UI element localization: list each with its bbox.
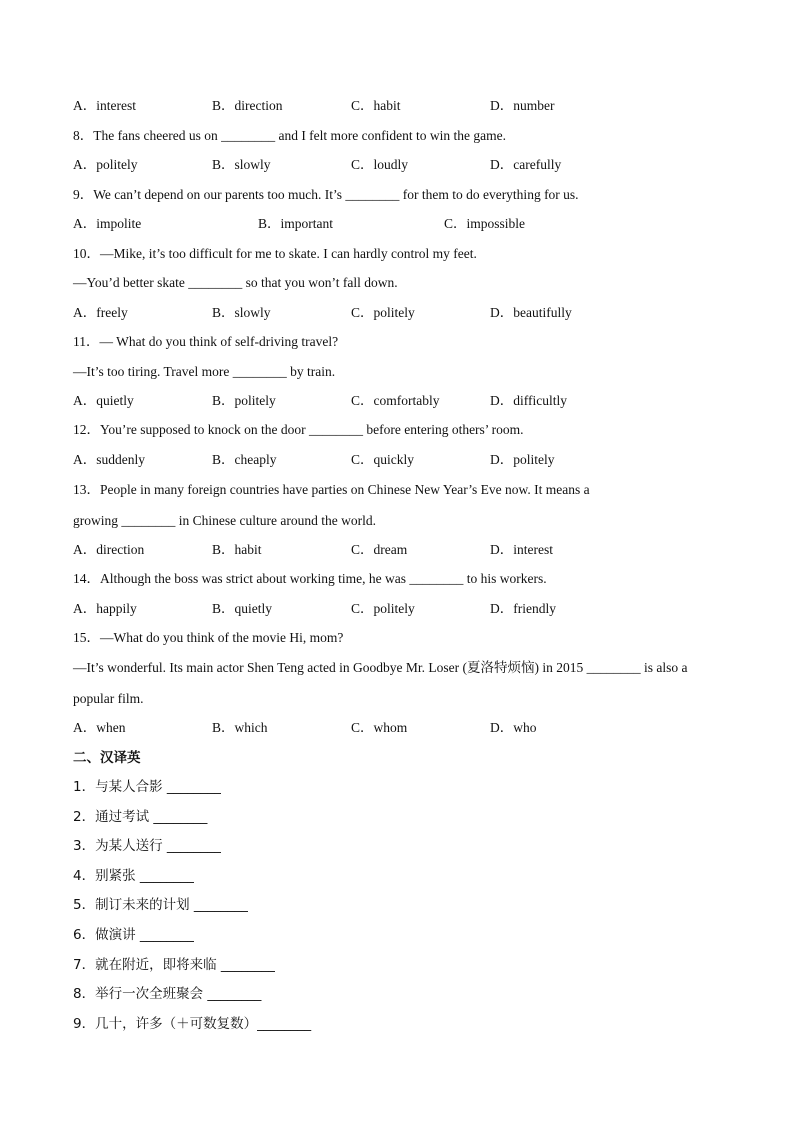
translation-item-7[interactable]: 7．就在附近，即将来临 ________: [73, 957, 275, 973]
q9-option-b[interactable]: B．important: [258, 216, 334, 231]
q10-option-a[interactable]: A．freely: [73, 305, 128, 320]
q10-option-b[interactable]: B．slowly: [212, 305, 271, 320]
q8-option-b[interactable]: B．slowly: [212, 157, 271, 172]
translation-item-9[interactable]: 9．几十，许多（＋可数复数）________: [73, 1016, 312, 1032]
q13-option-a[interactable]: A．direction: [73, 542, 145, 557]
q15-stem-2: —It’s wonderful. Its main actor Shen Teng acted in Goodbye Mr. Loser (夏洛特烦恼) in 2015 ________ is also a: [73, 660, 688, 675]
q15-option-d[interactable]: D．who: [490, 720, 537, 735]
q9-option-c[interactable]: C．impossible: [444, 216, 526, 231]
q13-option-d[interactable]: D．interest: [490, 542, 553, 557]
translation-item-3[interactable]: 3．为某人送行 ________: [73, 838, 221, 854]
q11-option-d[interactable]: D．difficultly: [490, 393, 567, 408]
q11-option-a[interactable]: A．quietly: [73, 393, 134, 408]
q14-option-b[interactable]: B．quietly: [212, 601, 273, 616]
translation-item-2[interactable]: 2．通过考试 ________: [73, 809, 208, 825]
q13-stem-1: 13．People in many foreign countries have parties on Chinese New Year’s Eve now. It means a: [73, 482, 590, 497]
q15-option-c[interactable]: C．whom: [351, 720, 408, 735]
q15-stem-3: popular film.: [73, 691, 144, 706]
q11-option-c[interactable]: C．comfortably: [351, 393, 440, 408]
q7-option-a[interactable]: A．interest: [73, 98, 136, 113]
q12-stem: 12．You’re supposed to knock on the door ________ before entering others’ room.: [73, 422, 524, 437]
section-2-title: 二、汉译英: [73, 750, 141, 766]
q13-option-b[interactable]: B．habit: [212, 542, 262, 557]
q12-option-b[interactable]: B．cheaply: [212, 452, 277, 467]
translation-item-5[interactable]: 5．制订未来的计划 ________: [73, 897, 248, 913]
q10-stem-2: —You’d better skate ________ so that you won’t fall down.: [73, 275, 398, 290]
q13-option-c[interactable]: C．dream: [351, 542, 408, 557]
q10-stem-1: 10．—Mike, it’s too difficult for me to skate. I can hardly control my feet.: [73, 246, 477, 261]
q7-option-c[interactable]: C．habit: [351, 98, 401, 113]
q14-stem: 14．Although the boss was strict about working time, he was ________ to his workers.: [73, 571, 547, 586]
q11-stem-2: —It’s too tiring. Travel more ________ by train.: [73, 364, 336, 379]
q12-option-c[interactable]: C．quickly: [351, 452, 415, 467]
q7-option-b[interactable]: B．direction: [212, 98, 283, 113]
q8-stem: 8．The fans cheered us on ________ and I felt more confident to win the game.: [73, 128, 506, 143]
translation-item-8[interactable]: 8．举行一次全班聚会 ________: [73, 986, 262, 1002]
translation-item-6[interactable]: 6．做演讲 ________: [73, 927, 194, 943]
q13-stem-2: growing ________ in Chinese culture around the world.: [73, 513, 376, 528]
q14-option-a[interactable]: A．happily: [73, 601, 137, 616]
q10-option-d[interactable]: D．beautifully: [490, 305, 572, 320]
q7-option-d[interactable]: D．number: [490, 98, 555, 113]
translation-item-1[interactable]: 1．与某人合影 ________: [73, 779, 221, 795]
q8-option-c[interactable]: C．loudly: [351, 157, 409, 172]
q8-option-a[interactable]: A．politely: [73, 157, 138, 172]
q15-option-a[interactable]: A．when: [73, 720, 126, 735]
q8-option-d[interactable]: D．carefully: [490, 157, 562, 172]
q11-option-b[interactable]: B．politely: [212, 393, 276, 408]
q15-option-b[interactable]: B．which: [212, 720, 268, 735]
q15-stem-1: 15．—What do you think of the movie Hi, mom?: [73, 630, 344, 645]
q14-option-c[interactable]: C．politely: [351, 601, 415, 616]
q9-option-a[interactable]: A．impolite: [73, 216, 142, 231]
q12-option-a[interactable]: A．suddenly: [73, 452, 145, 467]
q9-stem: 9．We can’t depend on our parents too much. It’s ________ for them to do everything for us.: [73, 187, 579, 202]
q10-option-c[interactable]: C．politely: [351, 305, 415, 320]
translation-item-4[interactable]: 4．别紧张 ________: [73, 868, 194, 884]
q14-option-d[interactable]: D．friendly: [490, 601, 556, 616]
q12-option-d[interactable]: D．politely: [490, 452, 555, 467]
q11-stem-1: 11．— What do you think of self-driving travel?: [73, 334, 339, 349]
